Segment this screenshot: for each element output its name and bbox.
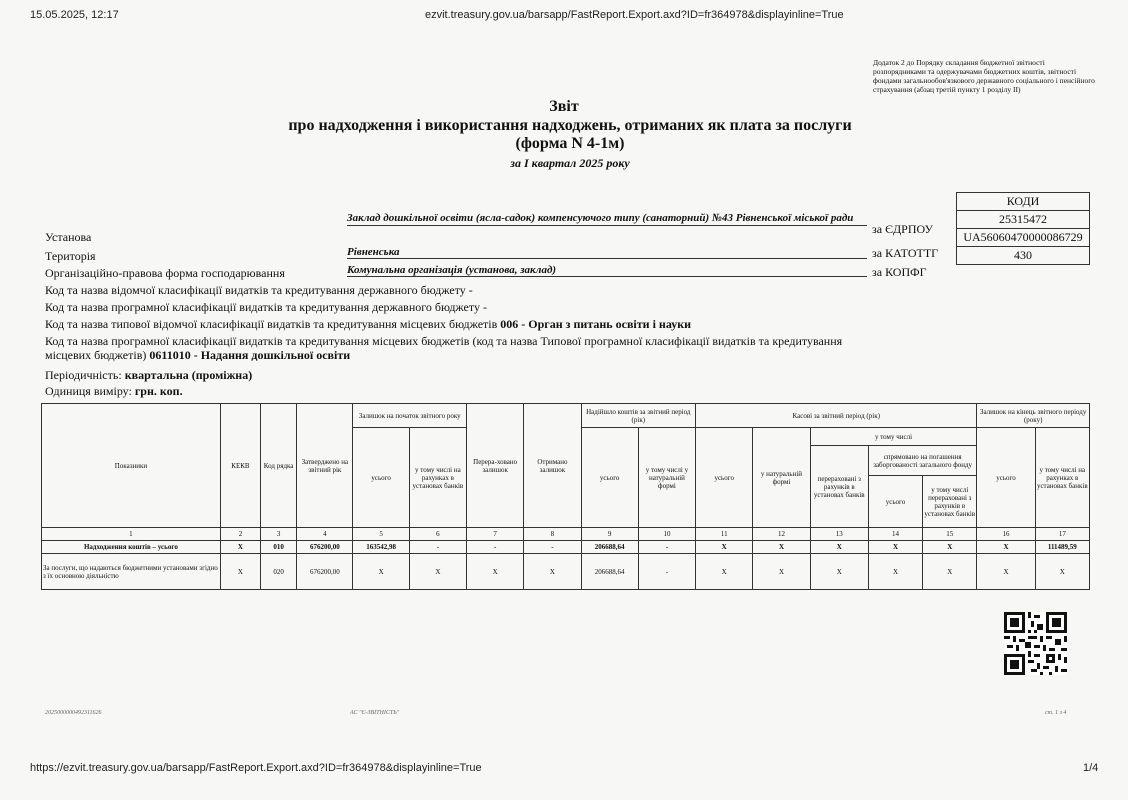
qr-code-icon xyxy=(1004,612,1067,675)
col-number: 7 xyxy=(467,528,524,541)
unit-label: Одиниця виміру: xyxy=(45,384,132,398)
cell: 010 xyxy=(261,541,297,554)
katottg-label: за КАТОТТГ xyxy=(872,246,939,260)
report-table xyxy=(41,403,1090,590)
th-transferred-banks: перераховані з рахунків в установах банків xyxy=(810,446,868,528)
territory-label: Територія xyxy=(45,249,96,263)
katottg-code: UA56060470000086729 xyxy=(957,229,1090,247)
cell: 206688,64 xyxy=(581,541,638,554)
doc-page: ст. 1 з 4 xyxy=(1045,710,1067,716)
cell: X xyxy=(923,541,977,554)
th-approved: Затверджено на звітний рік xyxy=(297,404,353,528)
th-directed-total: усього xyxy=(868,476,922,528)
codes-table xyxy=(956,192,1090,265)
th-received-total: усього xyxy=(581,428,638,528)
report-period: за І квартал 2025 року xyxy=(510,156,630,170)
periodicity-label: Періодичність: xyxy=(45,368,122,382)
cell: X xyxy=(220,554,260,590)
row-name: За послуги, що надаються бюджетними установами згідно з їх основною діяльністю xyxy=(42,554,221,590)
legal-form-label: Організаційно-правова форма господарювання xyxy=(45,266,285,280)
th-cash-total: усього xyxy=(696,428,753,528)
th-indicators: Показники xyxy=(42,404,221,528)
unit-value: грн. коп. xyxy=(134,384,183,398)
table-row-total xyxy=(42,541,1090,554)
cell: 676200,00 xyxy=(297,541,353,554)
program-local-value: 0611010 - Надання дошкільної освіти xyxy=(149,348,351,362)
cell: X xyxy=(753,541,810,554)
annex-note: Додаток 2 до Порядку складання бюджетної звітності розпорядниками та одержувачами бюджетних коштів, звітності фондами загальнообов'язкового державного соціального і пенсійного страхування (абзац третій пункту 1 розділу II) xyxy=(873,58,1095,94)
cell: X xyxy=(810,554,868,590)
territory-value: Рівненська xyxy=(347,246,867,259)
th-cash-incl: у тому числі xyxy=(810,428,977,446)
cell: - xyxy=(467,541,524,554)
periodicity-value: квартальна (проміжна) xyxy=(124,368,253,382)
program-state-label: Код та назва програмної класифікації видатків та кредитування державного бюджету - xyxy=(45,300,487,314)
th-withdrawn: Отримано залишок xyxy=(524,404,581,528)
cell: X xyxy=(467,554,524,590)
col-number: 17 xyxy=(1035,528,1089,541)
doc-stamp: АС "Є-ЗВІТНІСТЬ" xyxy=(350,710,400,716)
program-local-label: Код та назва програмної класифікації видатків та кредитування місцевих бюджетів (код та назва Типової програмної класифікації видатків та кредитування місцевих бюджетів) xyxy=(45,334,843,362)
col-number: 9 xyxy=(581,528,638,541)
institution-label: Установа xyxy=(45,230,92,244)
institution-value: Заклад дошкільної освіти (ясла-садок) компенсуючого типу (санаторний) №43 Рівненської міської ради xyxy=(347,212,867,226)
cell: X xyxy=(977,554,1035,590)
th-directed-banks: у тому числі перераховані з рахунків в установах банків xyxy=(923,476,977,528)
col-number: 1 xyxy=(42,528,221,541)
col-number: 16 xyxy=(977,528,1035,541)
th-row-code: Код рядка xyxy=(261,404,297,528)
cell: 206688,64 xyxy=(581,554,638,590)
col-number: 13 xyxy=(810,528,868,541)
th-cash-natural: у натуральній формі xyxy=(753,428,810,528)
doc-id: 2025000000492311626 xyxy=(45,710,102,716)
column-numbers-row xyxy=(42,528,1090,541)
cell: - xyxy=(409,541,466,554)
legal-form-value: Комунальна організація (установа, заклад) xyxy=(347,264,867,277)
report-subtitle: про надходження і використання надходжень, отриманих як плата за послуги xyxy=(288,117,852,134)
th-start-banks: у тому числі на рахунках в установах банків xyxy=(409,428,466,528)
kopfg-label: за КОПФГ xyxy=(872,265,927,279)
th-received-natural: у тому числі у натуральній формі xyxy=(638,428,695,528)
kopfg-code: 430 xyxy=(957,247,1090,265)
cell: X xyxy=(753,554,810,590)
cell: X xyxy=(696,554,753,590)
row-name: Надходження коштів – усього xyxy=(42,541,221,554)
cell: X xyxy=(810,541,868,554)
th-end-banks: у тому числі на рахунках в установах банків xyxy=(1035,428,1089,528)
report-form-number: (форма N 4-1м) xyxy=(515,135,625,152)
print-url-header: ezvit.treasury.gov.ua/barsapp/FastReport.Export.axd?ID=fr364978&displayinline=True xyxy=(425,9,844,21)
cell: 020 xyxy=(261,554,297,590)
cell: 163542,98 xyxy=(353,541,409,554)
th-transferred: Перера-ховано залишок xyxy=(467,404,524,528)
cell: - xyxy=(638,554,695,590)
print-page-number: 1/4 xyxy=(1083,762,1099,774)
cell: X xyxy=(696,541,753,554)
dept-local-label: Код та назва типової відомчої класифікації видатків та кредитування місцевих бюджетів xyxy=(45,317,498,331)
cell: X xyxy=(868,541,922,554)
col-number: 4 xyxy=(297,528,353,541)
th-end-total: усього xyxy=(977,428,1035,528)
cell: - xyxy=(638,541,695,554)
print-datetime: 15.05.2025, 12:17 xyxy=(30,9,119,21)
dept-local-value: 006 - Орган з питань освіти і науки xyxy=(500,317,692,331)
th-cash: Касові за звітний період (рік) xyxy=(696,404,977,428)
edrpou-code: 25315472 xyxy=(957,211,1090,229)
col-number: 2 xyxy=(220,528,260,541)
col-number: 11 xyxy=(696,528,753,541)
th-received: Надійшло коштів за звітний період (рік) xyxy=(581,404,696,428)
codes-header: КОДИ xyxy=(957,193,1090,211)
th-balance-start: Залишок на початок звітного року xyxy=(353,404,467,428)
th-start-total: усього xyxy=(353,428,409,528)
edrpou-label: за ЄДРПОУ xyxy=(872,222,934,236)
cell: - xyxy=(524,541,581,554)
dept-state-label: Код та назва відомчої класифікації видатків та кредитування державного бюджету - xyxy=(45,283,473,297)
cell: 676200,00 xyxy=(297,554,353,590)
cell: X xyxy=(409,554,466,590)
cell: X xyxy=(1035,554,1089,590)
col-number: 15 xyxy=(923,528,977,541)
col-number: 3 xyxy=(261,528,297,541)
th-directed: спрямовано на погашення заборгованості загального фонду xyxy=(868,446,977,476)
report-title: Звіт xyxy=(549,98,579,115)
col-number: 6 xyxy=(409,528,466,541)
col-number: 8 xyxy=(524,528,581,541)
print-url-footer: https://ezvit.treasury.gov.ua/barsapp/FastReport.Export.axd?ID=fr364978&displayinline=True xyxy=(30,762,482,774)
col-number: 10 xyxy=(638,528,695,541)
cell: X xyxy=(220,541,260,554)
cell: X xyxy=(923,554,977,590)
col-number: 14 xyxy=(868,528,922,541)
th-balance-end: Залишок на кінець звітного періоду (року) xyxy=(977,404,1090,428)
cell: X xyxy=(977,541,1035,554)
col-number: 12 xyxy=(753,528,810,541)
cell: X xyxy=(868,554,922,590)
cell: X xyxy=(353,554,409,590)
col-number: 5 xyxy=(353,528,409,541)
cell: 111489,59 xyxy=(1035,541,1089,554)
table-row xyxy=(42,554,1090,590)
th-kekv: КЕКВ xyxy=(220,404,260,528)
cell: X xyxy=(524,554,581,590)
